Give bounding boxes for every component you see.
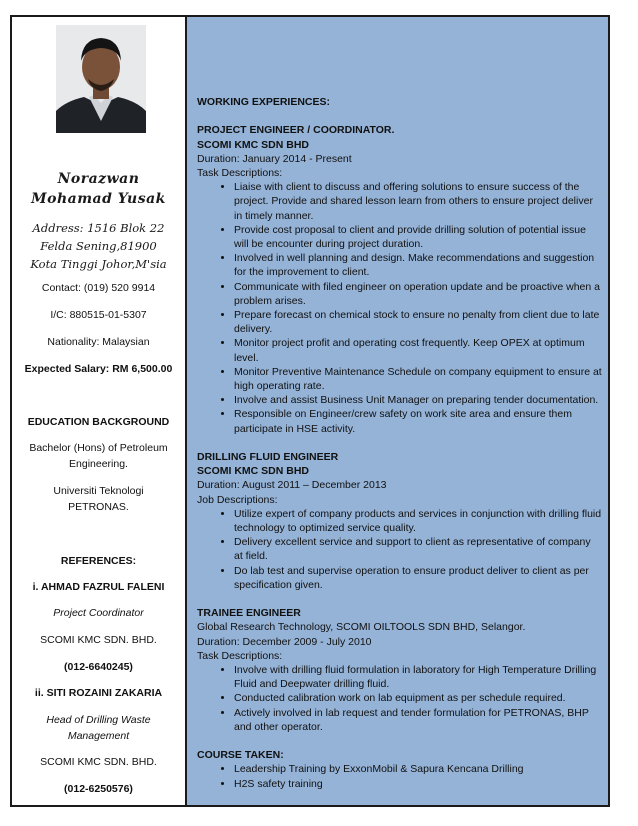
list-item: • Involve and assist Business Unit Manager on preparing tender documentation. (234, 393, 602, 407)
education-heading: EDUCATION BACKGROUND (27, 416, 170, 428)
address-line: Kota Tinggi Johor,M'sia (30, 257, 167, 271)
nationality: Nationality: Malaysian (47, 336, 150, 348)
address-line: Felda Sening,81900 (40, 239, 157, 253)
references-heading: REFERENCES: (60, 555, 137, 567)
job-company: SCOMI KMC SDN BHD (197, 465, 309, 478)
list-item: • Actively involved in lab request and tender formulation for PETRONAS, BHP and other operator. (234, 706, 602, 734)
job-desc-label: Task Descriptions: (197, 649, 283, 662)
list-item: • Utilize expert of company products and services in conjunction with drilling fluid technology to optimized service quality. (234, 507, 602, 535)
expected-salary: Expected Salary: RM 6,500.00 (24, 363, 173, 375)
resume-page (10, 15, 610, 807)
job-desc-label: Job Descriptions: (197, 493, 278, 506)
left-sidebar (12, 17, 187, 805)
section-heading: WORKING EXPERIENCES: (197, 96, 331, 108)
reference-title: Project Coordinator (53, 607, 144, 619)
job-duration: Duration: August 2011 – December 2013 (197, 479, 387, 492)
list-item: • Leadership Training by ExxonMobil & Sapura Kencana Drilling (234, 762, 602, 776)
list-item: • H2S safety training (234, 777, 602, 791)
job-title: DRILLING FLUID ENGINEER (197, 451, 339, 464)
experience-panel (187, 17, 608, 805)
degree-line: Bachelor (Hons) of Petroleum (29, 442, 168, 454)
list-item: • Monitor project profit and operating cost frequently. Keep OPEX at optimum level. (234, 336, 602, 364)
job-company: Global Research Technology, SCOMI OILTOOLS SDN BHD, Selangor. (197, 621, 526, 634)
job-desc-label: Task Descriptions: (197, 167, 283, 179)
list-item: • Do lab test and supervise operation to ensure product deliver to client as per specification given. (234, 564, 602, 592)
list-item: • Involved in well planning and design. Make recommendations and suggestion for the improvement to client. (234, 251, 602, 279)
reference-phone: (012-6250576) (64, 783, 133, 795)
job-duration: Duration: December 2009 - July 2010 (197, 635, 372, 648)
name-last: Mohamad Yusak (31, 191, 166, 207)
profile-photo (56, 25, 146, 133)
list-item: • Conducted calibration work on lab equipment as per schedule required. (234, 691, 602, 705)
name-first: Norazwan (57, 171, 140, 187)
job-company: SCOMI KMC SDN BHD (197, 138, 309, 151)
university-line: PETRONAS. (68, 501, 129, 513)
reference-name: ii. SITI ROZAINI ZAKARIA (34, 687, 163, 699)
reference-name: i. AHMAD FAZRUL FALENI (32, 581, 165, 593)
list-item: • Liaise with client to discuss and offering solutions to ensure success of the project. Provide and shared lesson learn from others to ensure project deliver in timely manner. (234, 180, 602, 223)
address-block (12, 219, 185, 273)
course-list (197, 762, 602, 790)
reference-company: SCOMI KMC SDN. BHD. (40, 634, 157, 646)
list-item: • Communicate with filed engineer on operation update and be proactive when a problem arises. (234, 280, 602, 308)
experience-content (197, 95, 602, 791)
ic-number: I/C: 880515-01-5307 (50, 309, 147, 321)
address-line: Address: 1516 Blok 22 (32, 221, 165, 235)
reference-phone: (012-6640245) (64, 661, 133, 673)
job-title: TRAINEE ENGINEER (197, 607, 301, 620)
list-item: • Delivery excellent service and support to client as representative of company at field. (234, 535, 602, 563)
job-task-list (197, 507, 602, 592)
degree-line: Engineering. (69, 458, 128, 470)
job-title: PROJECT ENGINEER / COORDINATOR. (197, 124, 395, 137)
job-task-list (197, 180, 602, 436)
university-line: Universiti Teknologi (53, 485, 144, 497)
job-task-list (197, 663, 602, 734)
job-duration: Duration: January 2014 - Present (197, 152, 352, 165)
reference-title: Management (67, 730, 130, 742)
list-item: • Prepare forecast on chemical stock to ensure no penalty from client due to late delivery. (234, 308, 602, 336)
candidate-name (12, 169, 185, 209)
person-portrait-icon (56, 25, 146, 133)
list-item: • Provide cost proposal to client and provide drilling solution of potential issue will be encounter during project duration. (234, 223, 602, 251)
list-item: • Involve with drilling fluid formulation in laboratory for High Temperature Drilling Fluid and Deepwater drilling fluid. (234, 663, 602, 691)
list-item: • Responsible on Engineer/crew safety on work site area and ensure them participate in HSE activity. (234, 407, 602, 435)
courses-heading: COURSE TAKEN: (197, 749, 284, 762)
list-item: • Monitor Preventive Maintenance Schedule on company equipment to ensure at high operating rate. (234, 365, 602, 393)
contact-number: Contact: (019) 520 9914 (41, 282, 156, 294)
reference-company: SCOMI KMC SDN. BHD. (40, 756, 157, 768)
reference-title: Head of Drilling Waste (46, 714, 151, 726)
